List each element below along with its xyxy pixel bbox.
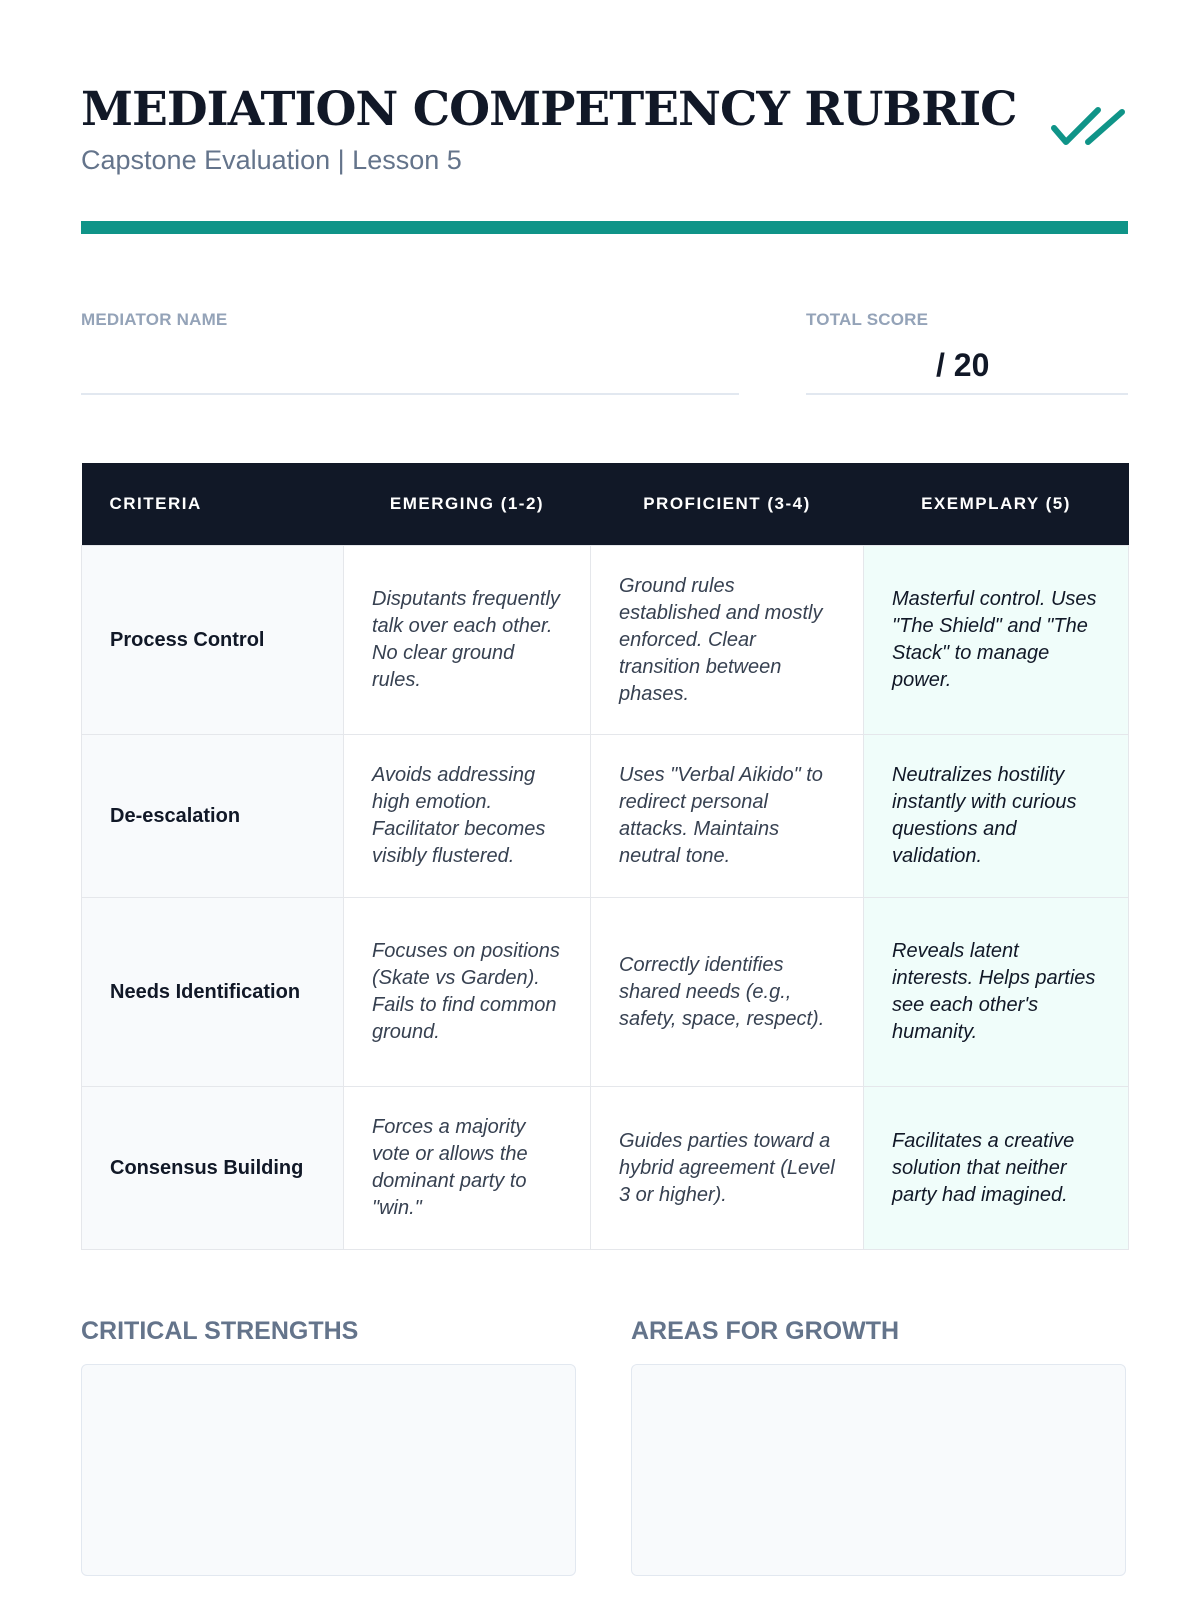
exemplary-cell: Masterful control. Uses "The Shield" and "The Stack" to manage power.	[864, 546, 1129, 735]
areas-for-growth-title: AREAS FOR GROWTH	[631, 1317, 900, 1345]
criteria-cell: Needs Identification	[82, 898, 344, 1087]
proficient-cell: Guides parties toward a hybrid agreement (Level 3 or higher).	[591, 1087, 864, 1250]
column-header-emerging: EMERGING (1-2)	[344, 463, 591, 546]
table-row	[82, 735, 1129, 898]
criteria-cell: Process Control	[82, 546, 344, 735]
column-header-proficient: PROFICIENT (3-4)	[591, 463, 864, 546]
areas-for-growth-box[interactable]	[631, 1364, 1126, 1576]
header-divider	[81, 221, 1128, 234]
criteria-cell: Consensus Building	[82, 1087, 344, 1250]
table-header-row	[82, 463, 1129, 546]
emerging-cell: Focuses on positions (Skate vs Garden). Fails to find common ground.	[344, 898, 591, 1087]
exemplary-cell: Reveals latent interests. Helps parties see each other's humanity.	[864, 898, 1129, 1087]
proficient-cell: Uses "Verbal Aikido" to redirect personal attacks. Maintains neutral tone.	[591, 735, 864, 898]
exemplary-cell: Facilitates a creative solution that neither party had imagined.	[864, 1087, 1129, 1250]
proficient-cell: Correctly identifies shared needs (e.g., safety, space, respect).	[591, 898, 864, 1087]
table-row	[82, 546, 1129, 735]
page-subtitle: Capstone Evaluation | Lesson 5	[81, 145, 462, 175]
emerging-cell: Avoids addressing high emotion. Facilitator becomes visibly flustered.	[344, 735, 591, 898]
page-title: MEDIATION COMPETENCY RUBRIC	[81, 82, 1017, 137]
column-header-criteria: CRITERIA	[82, 463, 344, 546]
column-header-exemplary: EXEMPLARY (5)	[864, 463, 1129, 546]
exemplary-cell: Neutralizes hostility instantly with curious questions and validation.	[864, 735, 1129, 898]
total-score-label: TOTAL SCORE	[806, 310, 929, 329]
mediator-name-label: MEDIATOR NAME	[81, 310, 228, 329]
page-header	[81, 78, 1128, 188]
criteria-cell: De-escalation	[82, 735, 344, 898]
total-score-underline	[806, 393, 1128, 395]
mediator-name-underline	[81, 393, 739, 395]
mediator-name-field[interactable]	[81, 345, 739, 385]
rubric-table	[81, 463, 1129, 1250]
table-row	[82, 898, 1129, 1087]
proficient-cell: Ground rules established and mostly enforced. Clear transition between phases.	[591, 546, 864, 735]
double-check-icon	[1050, 104, 1126, 152]
table-row	[82, 1087, 1129, 1250]
emerging-cell: Forces a majority vote or allows the dominant party to "win."	[344, 1087, 591, 1250]
critical-strengths-box[interactable]	[81, 1364, 576, 1576]
emerging-cell: Disputants frequently talk over each other. No clear ground rules.	[344, 546, 591, 735]
critical-strengths-title: CRITICAL STRENGTHS	[81, 1317, 359, 1345]
total-score-value[interactable]: / 20	[936, 347, 990, 383]
